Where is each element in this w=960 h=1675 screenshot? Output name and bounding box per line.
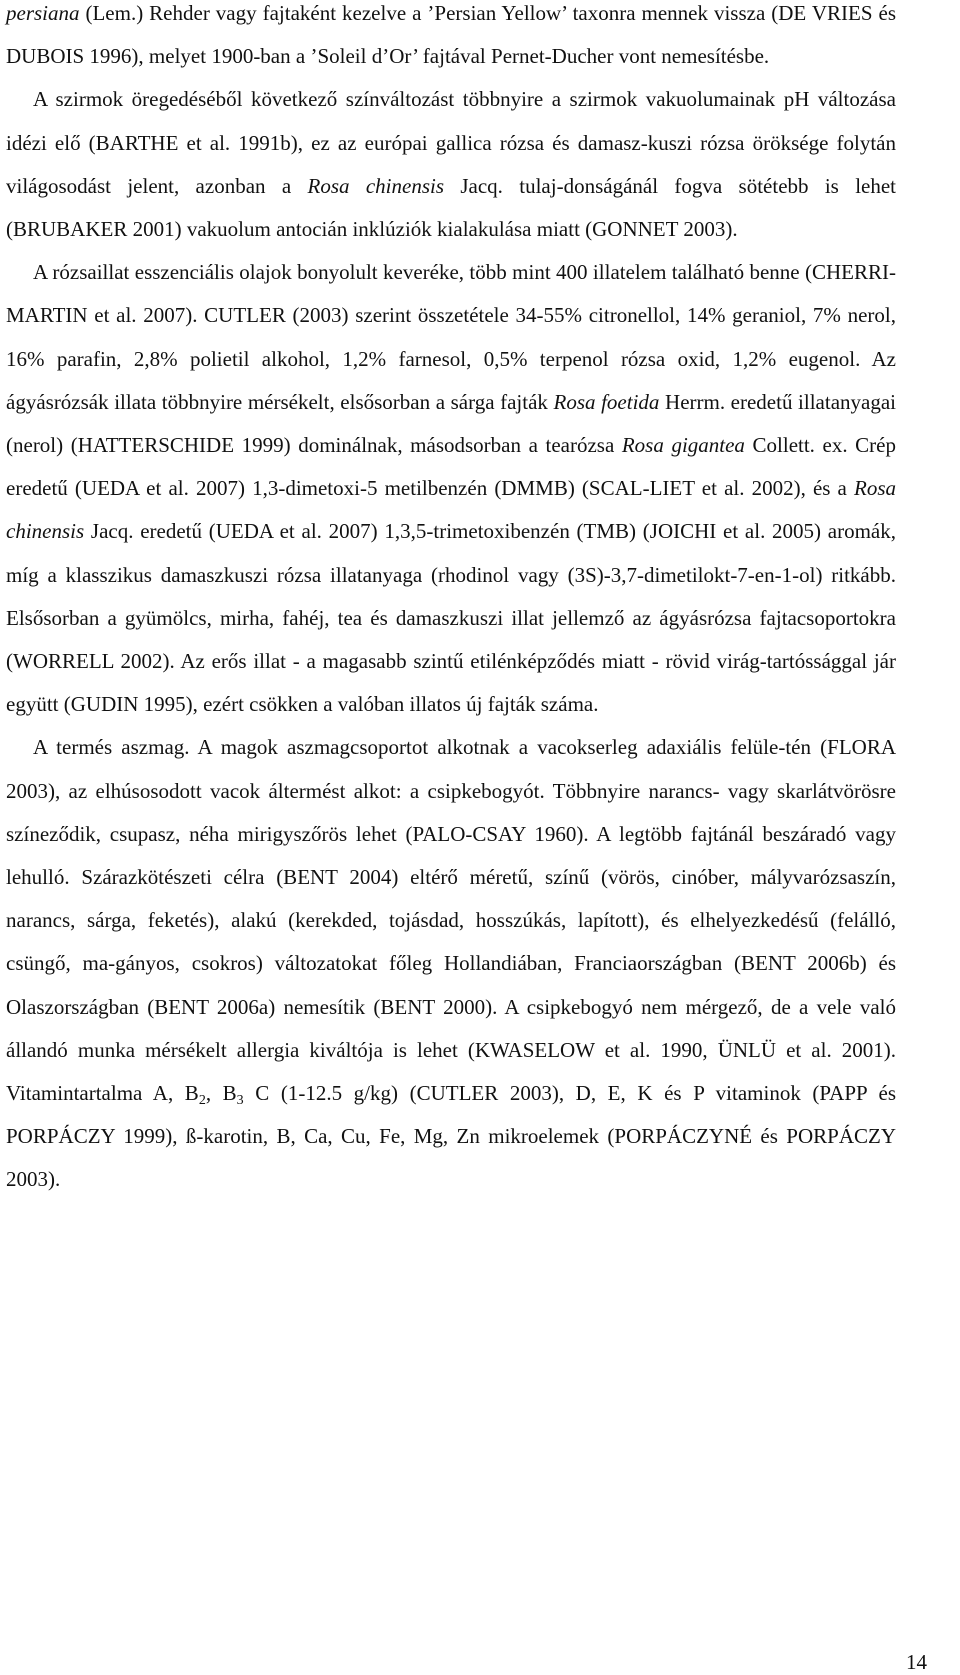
italic-text: persiana [6, 1, 80, 25]
italic-text: Rosa gigantea [621, 433, 745, 458]
paragraph [6, 726, 896, 1201]
text-run: Jacq. eredetű (UEDA et al. 2007) 1,3,5-trimetoxibenzén (TMB) (JOICHI et al. 2005) aromák, míg a klasszikus damaszkuszi rózsa illatanyaga (rhodinol vagy (3S)-3,7-dimetilokt-7-en-1-ol) ritkább. Elsősorban a gyümölcs, mirha, fahéj, tea és damaszkuszi illat jellemző az ágyásrózsa fajtacsoportokra (WORRELL 2002). Az erős illat - a magasabb szintű etilénképződés miatt - rövid virág-tartóssággal jár együtt (GUDIN 1995), ezért csökken a valóban illatos új fajták száma. [6, 519, 896, 717]
page-number: 14 [906, 1650, 927, 1674]
text-run: , B [205, 1081, 237, 1106]
text-run: A rózsaillat esszenciális olajok bonyolult keveréke, több mint 400 illatelem található benne (CHERRI-MARTIN et al. 2007). CUTLER (2003) szerint összetétele 34-55% citronellol, 14% geraniol, 7% nerol, 16% parafin, 2,8% polietil alkohol, 1,2% farnesol, 0,5% terpenol rózsa oxid, 1,2% eugenol. Az ágyásrózsák illata többnyire mérsékelt, elsősorban a sárga fajták [6, 260, 896, 414]
italic-text: Rosa chinensis [307, 173, 445, 198]
text-run: A szirmok öregedéséből következő színváltozást többnyire a szirmok vakuolumainak pH változása idézi elő (BARTHE et al. 1991b), ez az európai gallica rózsa és damasz-kuszi rózsa öröksége folytán világosodást jelent, azonban a [6, 87, 896, 198]
paragraph [6, 251, 896, 726]
subscript: 2 [198, 1093, 206, 1109]
text-run: C (1-12.5 g/kg) (CUTLER 2003), D, E, K és P vitaminok (PAPP és PORPÁCZY 1999), ß-karotin, B, Ca, Cu, Fe, Mg, Zn mikroelemek (PORPÁCZYNÉ és PORPÁCZY 2003). [6, 1081, 897, 1192]
paragraph [6, 0, 896, 78]
subscript: 3 [236, 1093, 244, 1109]
text-run: Jacq. tulaj-donságánál fogva sötétebb is lehet (BRUBAKER 2001) vakuolum antocián inklúziók kialakulása miatt (GONNET 2003). [6, 173, 897, 242]
paragraph [6, 78, 896, 251]
body-text [6, 0, 896, 1202]
text-run: Collett. ex. Crép eredetű (UEDA et al. 2007) 1,3-dimetoxi-5 metilbenzén (DMMB) (SCAL-LIET et al. 2002), és a [6, 433, 896, 501]
text-run: A termés aszmag. A magok aszmagcsoportot alkotnak a vacokserleg adaxiális felüle-tén (FLORA 2003), az elhúsosodott vacok áltermést alkot: a csipkebogyót. Többnyire narancs- vagy skarlátvörösre színeződik, csupasz, néha mirigyszőrös lehet (PALO-CSAY 1960). A legtöbb fajtánál beszáradó vagy lehulló. Szárazkötészeti célra (BENT 2004) eltérő méretű, színű (vörös, cinóber, mályvarózsaszín, narancs, sárga, feketés), alakú (kerekded, tojásdad, hosszúkás, lapított), és elhelyezkedésű (felálló, csüngő, ma-gányos, csokros) változatokat főleg Hollandiában, Franciaországban (BENT 2006b) és Olaszországban (BENT 2006a) nemesítik (BENT 2000). A csipkebogyó nem mérgező, de a vele való állandó munka mérsékelt allergia kiváltója is lehet (KWASELOW et al. 1990, ÜNLÜ et al. 2001). Vitamintartalma A, B [6, 735, 896, 1106]
text-run: Herrm. eredetű illatanyagai (nerol) (HATTERSCHIDE 1999) dominálnak, másodsorban a tearózsa [6, 389, 896, 458]
italic-text: Rosa foetida [553, 389, 660, 414]
text-run: (Lem.) Rehder vagy fajtaként kezelve a ’Persian Yellow’ taxonra mennek vissza (DE VRIES és DUBOIS 1996), melyet 1900-ban a ’Soleil d’Or’ fajtával Pernet-Ducher vont nemesítésbe. [6, 1, 896, 69]
italic-text: Rosa chinensis [6, 476, 896, 544]
